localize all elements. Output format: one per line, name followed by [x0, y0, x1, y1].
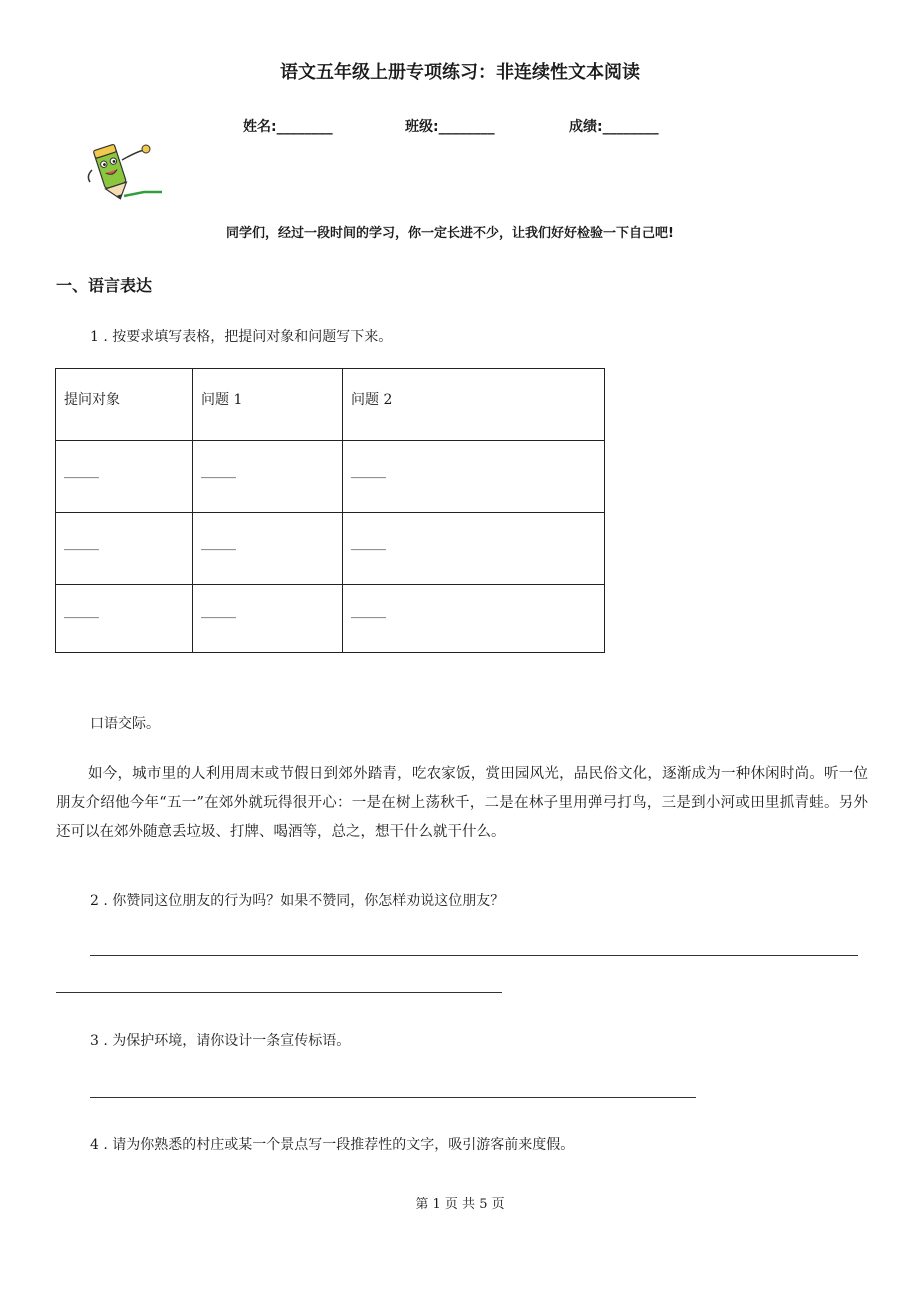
class-field: 班级:________: [405, 119, 495, 135]
oral-communication-label: 口语交际。: [90, 716, 160, 732]
table-header-cell: 问题 1: [193, 369, 343, 441]
answer-table: [55, 368, 605, 653]
question-1: 1 . 按要求填写表格，把提问对象和问题写下来。: [90, 329, 393, 345]
table-header-cell: 问题 2: [343, 369, 605, 441]
page-number: 第 1 页 共 5 页: [415, 1197, 505, 1212]
table-header-cell: 提问对象: [56, 369, 193, 441]
pencil-mascot-illustration: [82, 140, 166, 202]
page-title: 语文五年级上册专项练习：非连续性文本阅读: [280, 62, 640, 83]
table-cell[interactable]: _____: [193, 441, 343, 513]
table-cell[interactable]: _____: [56, 585, 193, 653]
section-heading: 一、语言表达: [56, 276, 153, 295]
table-cell[interactable]: _____: [193, 585, 343, 653]
table-cell[interactable]: _____: [343, 585, 605, 653]
table-cell[interactable]: _____: [193, 513, 343, 585]
table-cell[interactable]: _____: [56, 441, 193, 513]
name-field: 姓名:________: [243, 119, 333, 135]
answer-line[interactable]: [90, 955, 858, 956]
table-cell[interactable]: _____: [56, 513, 193, 585]
question-4: 4 . 请为你熟悉的村庄或某一个景点写一段推荐性的文字，吸引游客前来度假。: [90, 1137, 575, 1153]
greeting-text: 同学们，经过一段时间的学习，你一定长进不少，让我们好好检验一下自己吧!: [226, 226, 674, 241]
score-field: 成绩:________: [569, 119, 659, 135]
table-row: [56, 441, 605, 513]
question-3: 3 . 为保护环境，请你设计一条宣传标语。: [90, 1033, 351, 1049]
table-cell[interactable]: _____: [343, 513, 605, 585]
answer-line[interactable]: [90, 1097, 696, 1098]
table-header-row: [56, 369, 605, 441]
table-row: [56, 585, 605, 653]
question-2: 2 . 你赞同这位朋友的行为吗？如果不赞同，你怎样劝说这位朋友？: [90, 893, 505, 909]
table-row: [56, 513, 605, 585]
reading-passage: 如今，城市里的人利用周末或节假日到郊外踏青，吃农家饭，赏田园风光，品民俗文化，逐渐成为一种休闲时尚。听一位朋友介绍他今年“五一”在郊外就玩得很开心：一是在树上荡秋千，二是在林子里用弹弓打鸟，三是到小河或田里抓青蛙。另外还可以在郊外随意丢垃圾、打牌、喝酒等，总之，想干什么就干什么。: [56, 766, 868, 840]
answer-line[interactable]: [56, 992, 502, 993]
table-cell[interactable]: _____: [343, 441, 605, 513]
